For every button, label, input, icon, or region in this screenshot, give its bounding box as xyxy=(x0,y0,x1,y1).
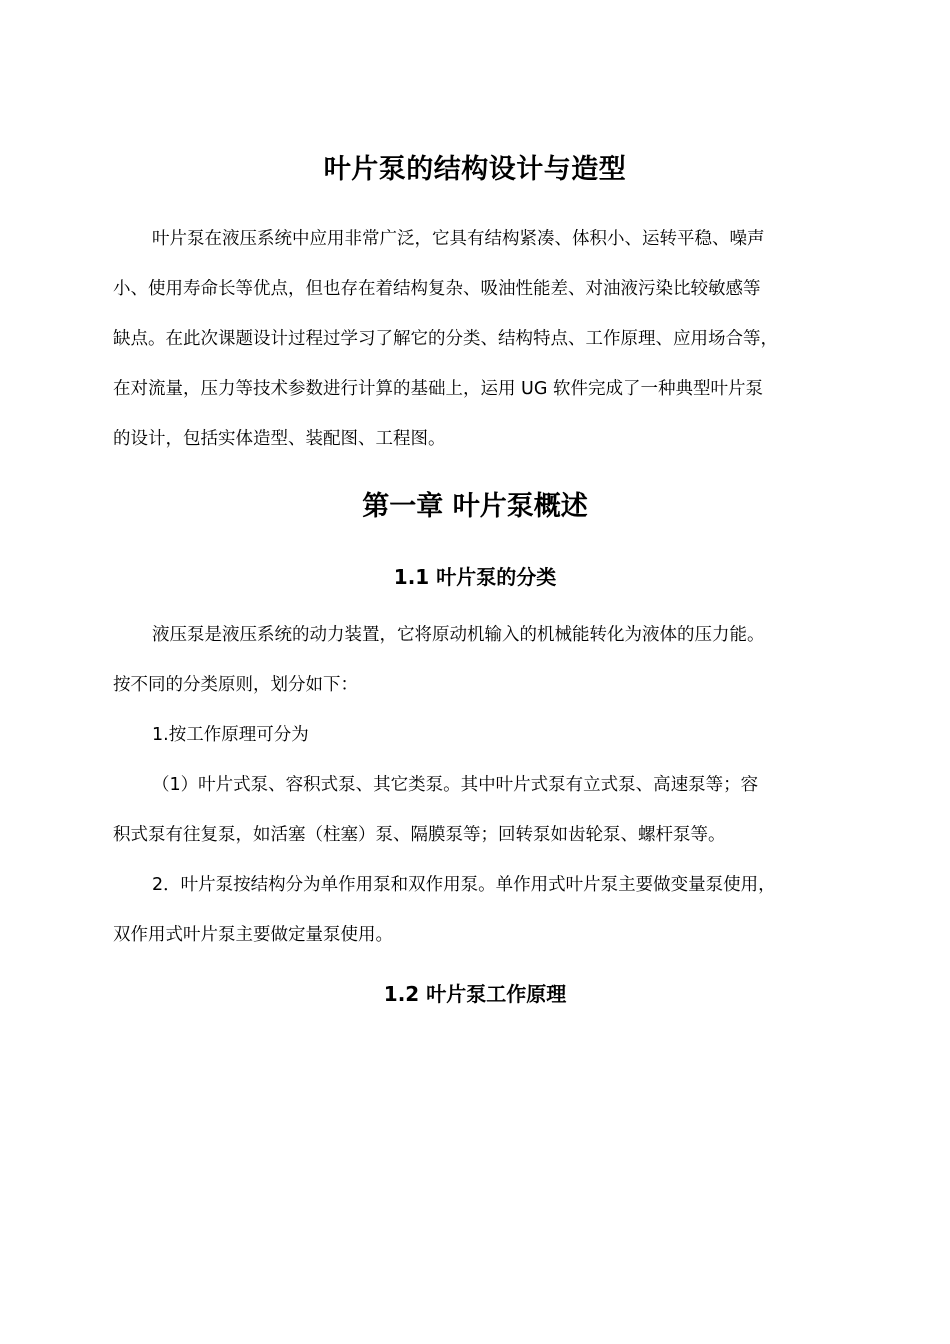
body-line: （1）叶片式泵、容积式泵、其它类泵。其中叶片式泵有立式泵、高速泵等；容 xyxy=(152,775,759,795)
chapter-title: 第一章 叶片泵概述 xyxy=(362,491,588,522)
abstract-line: 缺点。在此次课题设计过程过学习了解它的分类、结构特点、工作原理、应用场合等， xyxy=(113,329,778,349)
section-title: 1.1 叶片泵的分类 xyxy=(393,565,557,589)
list-item: 2．叶片泵按结构分为单作用泵和双作用泵。单作用式叶片泵主要做变量泵使用， xyxy=(152,875,776,895)
abstract-line: 的设计，包括实体造型、装配图、工程图。 xyxy=(113,429,446,449)
document-title: 叶片泵的结构设计与造型 xyxy=(323,154,627,185)
body-line: 按不同的分类原则，划分如下： xyxy=(113,675,358,695)
list-item: 1.按工作原理可分为 xyxy=(152,725,309,745)
abstract-line: 叶片泵在液压系统中应用非常广泛，它具有结构紧凑、体积小、运转平稳、噪声 xyxy=(152,229,765,249)
body-line: 积式泵有往复泵，如活塞（柱塞）泵、隔膜泵等；回转泵如齿轮泵、螺杆泵等。 xyxy=(113,825,726,845)
abstract-line: 在对流量，压力等技术参数进行计算的基础上，运用 UG 软件完成了一种典型叶片泵 xyxy=(113,379,763,399)
body-line: 液压泵是液压系统的动力装置，它将原动机输入的机械能转化为液体的压力能。 xyxy=(152,625,765,645)
body-line: 双作用式叶片泵主要做定量泵使用。 xyxy=(113,925,393,945)
abstract-line: 小、使用寿命长等优点，但也存在着结构复杂、吸油性能差、对油液污染比较敏感等 xyxy=(113,279,761,299)
section-title: 1.2 叶片泵工作原理 xyxy=(383,982,567,1006)
